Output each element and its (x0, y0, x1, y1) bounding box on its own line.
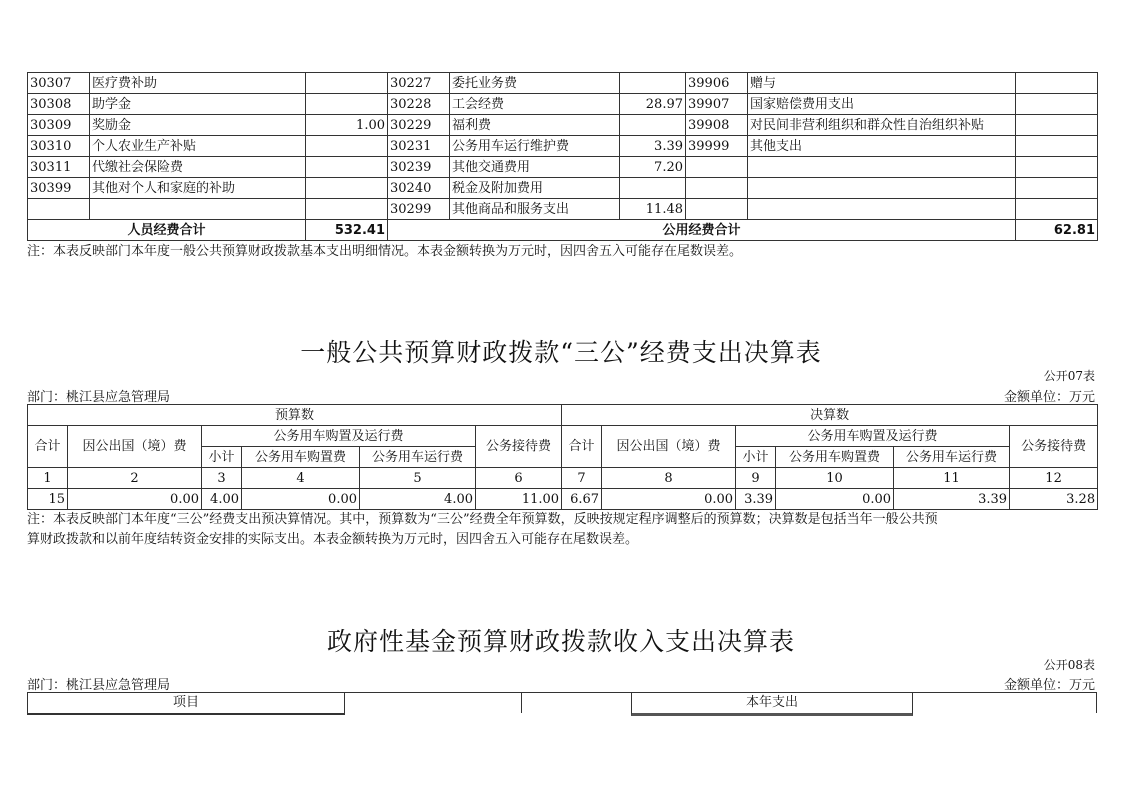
value-row (28, 489, 1098, 510)
table08-header (27, 692, 1097, 713)
column-number: 1 (28, 468, 68, 489)
final-operation-header: 公务用车运行费 (894, 447, 1010, 468)
budget-subtotal-header: 小计 (202, 447, 242, 468)
column-number: 11 (894, 468, 1010, 489)
table-cell: 对民间非营利组织和群众性自治组织补贴 (748, 115, 1016, 136)
expense-header: 本年支出 (631, 693, 913, 716)
final-header: 决算数 (562, 405, 1098, 426)
table-cell: 委托业务费 (450, 73, 620, 94)
table-cell: 30307 (28, 73, 90, 94)
table-cell: 30308 (28, 94, 90, 115)
table-cell: 代缴社会保险费 (90, 157, 306, 178)
table-cell: 个人农业生产补贴 (90, 136, 306, 157)
table-cell: 30228 (388, 94, 450, 115)
table08-title: 政府性基金预算财政拨款收入支出决算表 (326, 627, 795, 656)
budget-total-header: 合计 (28, 426, 68, 468)
table06-note: 注：本表反映部门本年度一般公共预算财政拨款基本支出明细情况。本表金额转换为万元时，因四舍五入可能存在尾数误差。 (27, 244, 743, 259)
final-total-header: 合计 (562, 426, 602, 468)
table07-department: 部门：桃江县应急管理局 (27, 390, 171, 405)
table-cell: 国家赔偿费用支出 (748, 94, 1016, 115)
value-cell: 0.00 (602, 489, 736, 510)
budget-operation-header: 公务用车运行费 (360, 447, 476, 468)
table-cell: 公务用车运行维护费 (450, 136, 620, 157)
table-cell (686, 199, 748, 220)
value-cell: 4.00 (202, 489, 242, 510)
table-cell (1016, 115, 1098, 136)
table-row (28, 136, 1098, 157)
table-cell (748, 178, 1016, 199)
item-header: 项目 (27, 693, 345, 715)
final-abroad-header: 因公出国（境）费 (602, 426, 736, 468)
budget-abroad-header: 因公出国（境）费 (68, 426, 202, 468)
table-cell (28, 199, 90, 220)
table-cell: 11.48 (620, 199, 686, 220)
table-cell (1016, 136, 1098, 157)
table-cell (1016, 199, 1098, 220)
table-row (28, 178, 1098, 199)
table-cell (748, 199, 1016, 220)
table-cell (306, 199, 388, 220)
table-cell: 30311 (28, 157, 90, 178)
table-cell: 30239 (388, 157, 450, 178)
table-cell (1016, 178, 1098, 199)
table-cell (306, 178, 388, 199)
table-cell: 39906 (686, 73, 748, 94)
table07-note-line1: 注：本表反映部门本年度“三公”经费支出预决算情况。其中，预算数为“三公”经费全年预算数，反映按规定程序调整后的预算数；决算数是包括当年一般公共预 (27, 512, 938, 527)
table-row (28, 94, 1098, 115)
table-cell (1016, 94, 1098, 115)
three-public-expense-table (27, 404, 1098, 510)
value-cell: 11.00 (476, 489, 562, 510)
budget-header: 预算数 (28, 405, 562, 426)
public-total-value: 62.81 (1016, 220, 1098, 241)
budget-purchase-header: 公务用车购置费 (242, 447, 360, 468)
table-cell: 工会经费 (450, 94, 620, 115)
table-cell (620, 73, 686, 94)
personnel-total-value: 532.41 (306, 220, 388, 241)
column-number: 3 (202, 468, 242, 489)
budget-reception-header: 公务接待费 (476, 426, 562, 468)
table-cell: 30399 (28, 178, 90, 199)
column-number: 10 (776, 468, 894, 489)
basic-expense-detail-table (27, 72, 1098, 241)
value-cell: 3.28 (1010, 489, 1098, 510)
table-cell: 医疗费补助 (90, 73, 306, 94)
column-number-row (28, 468, 1098, 489)
value-cell: 0.00 (68, 489, 202, 510)
value-cell: 0.00 (242, 489, 360, 510)
table08-unit: 金额单位：万元 (1003, 678, 1095, 693)
table-cell (620, 115, 686, 136)
table-cell (686, 178, 748, 199)
table-cell (686, 157, 748, 178)
budget-vehicle-header: 公务用车购置及运行费 (202, 426, 476, 447)
table-cell: 3.39 (620, 136, 686, 157)
right-border (1096, 693, 1097, 713)
table-cell (306, 157, 388, 178)
public-total-label: 公用经费合计 (388, 220, 1016, 241)
final-subtotal-header: 小计 (736, 447, 776, 468)
column-divider (521, 693, 522, 713)
column-number: 12 (1010, 468, 1098, 489)
table-cell (306, 94, 388, 115)
table07-unit: 金额单位：万元 (1003, 390, 1095, 405)
table-cell (306, 136, 388, 157)
final-purchase-header: 公务用车购置费 (776, 447, 894, 468)
table-cell: 7.20 (620, 157, 686, 178)
table08-code: 公开08表 (1043, 658, 1095, 672)
table-cell (1016, 157, 1098, 178)
table-cell: 助学金 (90, 94, 306, 115)
table-row (28, 73, 1098, 94)
table-cell: 39999 (686, 136, 748, 157)
column-number: 4 (242, 468, 360, 489)
table07-note-line2: 算财政拨款和以前年度结转资金安排的实际支出。本表金额转换为万元时，因四舍五入可能存在尾数误差。 (27, 532, 639, 547)
table-cell: 28.97 (620, 94, 686, 115)
value-cell: 0.00 (776, 489, 894, 510)
table-cell: 其他对个人和家庭的补助 (90, 178, 306, 199)
table-cell: 39907 (686, 94, 748, 115)
table-cell: 奖励金 (90, 115, 306, 136)
table-cell: 税金及附加费用 (450, 178, 620, 199)
table-cell: 39908 (686, 115, 748, 136)
column-number: 7 (562, 468, 602, 489)
table-cell: 30310 (28, 136, 90, 157)
personnel-total-label: 人员经费合计 (28, 220, 306, 241)
table-cell (90, 199, 306, 220)
table-cell: 其他支出 (748, 136, 1016, 157)
table-cell: 30240 (388, 178, 450, 199)
table-cell: 1.00 (306, 115, 388, 136)
table-cell (306, 73, 388, 94)
final-vehicle-header: 公务用车购置及运行费 (736, 426, 1010, 447)
table07-code: 公开07表 (1043, 369, 1095, 383)
value-cell: 15 (28, 489, 68, 510)
column-number: 9 (736, 468, 776, 489)
table-cell: 其他商品和服务支出 (450, 199, 620, 220)
column-number: 5 (360, 468, 476, 489)
table-cell: 赠与 (748, 73, 1016, 94)
value-cell: 3.39 (894, 489, 1010, 510)
column-number: 8 (602, 468, 736, 489)
table-cell (748, 157, 1016, 178)
value-cell: 3.39 (736, 489, 776, 510)
table-cell: 其他交通费用 (450, 157, 620, 178)
column-number: 2 (68, 468, 202, 489)
column-number: 6 (476, 468, 562, 489)
value-cell: 6.67 (562, 489, 602, 510)
table-cell (1016, 73, 1098, 94)
totals-row (28, 220, 1098, 241)
final-reception-header: 公务接待费 (1010, 426, 1098, 468)
table08-department: 部门：桃江县应急管理局 (27, 678, 171, 693)
table-row (28, 115, 1098, 136)
table-cell (620, 178, 686, 199)
table-cell: 30309 (28, 115, 90, 136)
table-row (28, 199, 1098, 220)
value-cell: 4.00 (360, 489, 476, 510)
table-cell: 30227 (388, 73, 450, 94)
table-row (28, 157, 1098, 178)
table-cell: 福利费 (450, 115, 620, 136)
table-cell: 30231 (388, 136, 450, 157)
table07-title: 一般公共预算财政拨款“三公”经费支出决算表 (300, 338, 822, 367)
table-cell: 30299 (388, 199, 450, 220)
table-cell: 30229 (388, 115, 450, 136)
